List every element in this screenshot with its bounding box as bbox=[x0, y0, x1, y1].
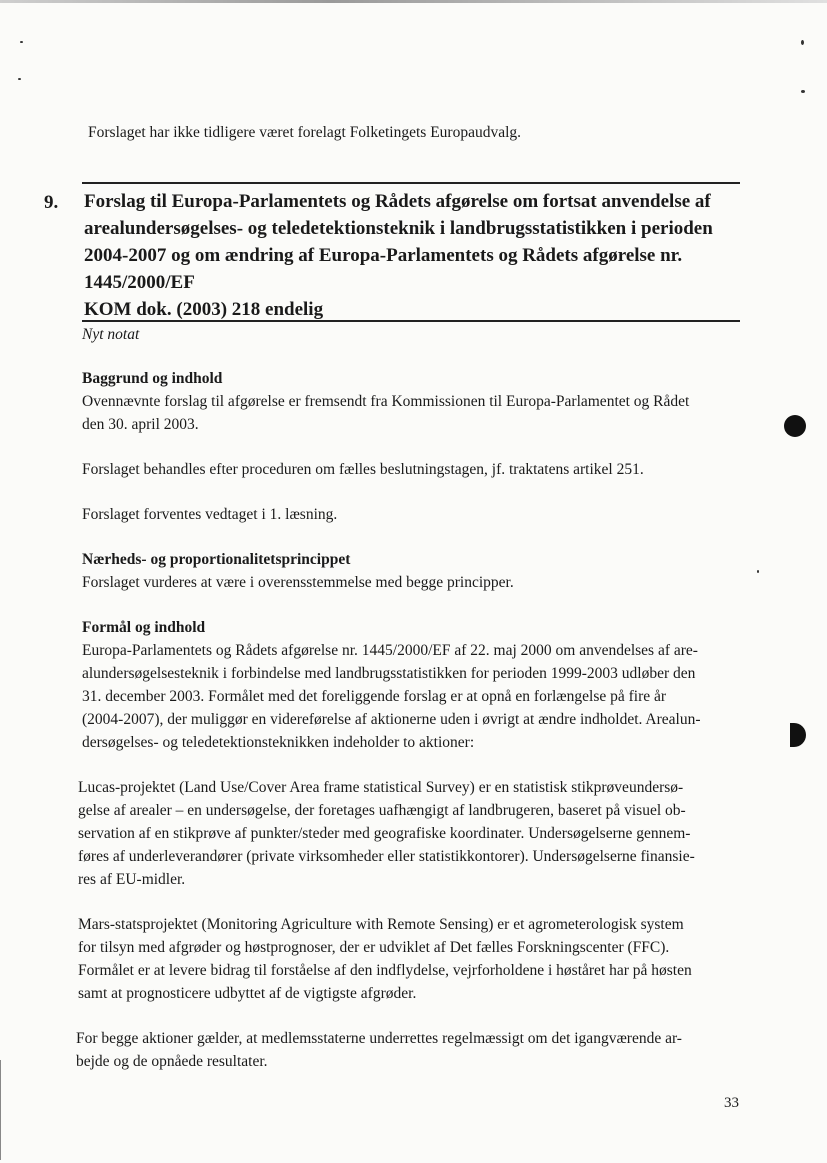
reading-text: Forslaget forventes vedtaget i 1. læsning. bbox=[82, 506, 338, 523]
procedure-text: Forslaget behandles efter proceduren om fælles beslutningstagen, jf. traktatens artikel 251. bbox=[82, 461, 644, 478]
paragraph-line: føres af underleverandører (private virksomheder eller statistikkontorer). Undersøgelserne finansie- bbox=[78, 848, 695, 865]
section-title-line: Forslag til Europa-Parlamentets og Rådets afgørelse om fortsat anvendelse af bbox=[84, 191, 711, 212]
document-reference: KOM dok. (2003) 218 endelig bbox=[84, 299, 324, 320]
heading-purpose: Formål og indhold bbox=[82, 619, 206, 636]
scan-speck bbox=[801, 90, 805, 93]
paragraph-line: Formålet er at levere bidrag til forståelse af den indflydelse, vejrforholdene i høståret har på høsten bbox=[78, 962, 692, 979]
section-title-line: 1445/2000/EF bbox=[84, 272, 195, 293]
paragraph-line: Lucas-projektet (Land Use/Cover Area frame statistical Survey) er en statistisk stikprøveundersø- bbox=[78, 779, 684, 796]
heading-background: Baggrund og indhold bbox=[82, 370, 223, 387]
paragraph-line: servation af en stikprøve af punkter/steder med geografiske koordinater. Undersøgelserne gennem- bbox=[78, 825, 691, 842]
paragraph-line: Ovennævnte forslag til afgørelse er fremsendt fra Kommissionen til Europa-Parlamentet og Rådet bbox=[82, 393, 690, 410]
paragraph-line: (2004-2007), der muliggør en videreførelse af aktionerne uden i øvrigt at ændre indholdet. Arealun- bbox=[82, 711, 701, 728]
paragraph-line: bejde og de opnåede resultater. bbox=[76, 1053, 268, 1070]
section-bottom-rule bbox=[82, 320, 740, 322]
section-title-line: arealundersøgelses- og teledetektionsteknik i landbrugsstatistikken i perioden bbox=[84, 218, 713, 239]
scan-edge bbox=[0, 0, 827, 3]
paragraph-line: alundersøgelsesteknik i forbindelse med landbrugsstatistikken for perioden 1999-2003 udløber den bbox=[82, 665, 696, 682]
paragraph-line: For begge aktioner gælder, at medlemsstaterne underrettes regelmæssigt om det igangværende ar- bbox=[76, 1030, 682, 1047]
heading-subsidiarity: Nærheds- og proportionalitetsprincippet bbox=[82, 551, 351, 568]
scan-speck bbox=[801, 40, 804, 45]
paragraph-line: gelse af arealer – en undersøgelse, der foretages uafhængigt af landbrugeren, baseret på visuel ob- bbox=[78, 802, 686, 819]
paragraph-line: 31. december 2003. Formålet med det foreliggende forslag er at opnå en forlængelse på fire år bbox=[82, 688, 667, 705]
punch-hole bbox=[784, 415, 806, 437]
punch-hole bbox=[790, 723, 806, 747]
paragraph-line: res af EU-midler. bbox=[78, 871, 186, 888]
intro-text: Forslaget har ikke tidligere været forelagt Folketingets Europaudvalg. bbox=[88, 124, 522, 141]
section-number: 9. bbox=[44, 192, 59, 213]
section-top-rule bbox=[82, 182, 740, 184]
scan-speck bbox=[757, 570, 759, 573]
scan-edge-left bbox=[0, 1060, 1, 1160]
paragraph-line: dersøgelses- og teledetektionsteknikken indeholder to aktioner: bbox=[82, 734, 475, 751]
section-title-line: 2004-2007 og om ændring af Europa-Parlamentets og Rådets afgørelse nr. bbox=[84, 245, 683, 266]
paragraph-line: for tilsyn med afgrøder og høstprognoser, der er udviklet af Det fælles Forskningscenter (FFC). bbox=[78, 939, 670, 956]
paragraph-line: den 30. april 2003. bbox=[82, 416, 199, 433]
note-type: Nyt notat bbox=[82, 326, 140, 343]
scan-speck bbox=[20, 41, 23, 43]
paragraph-line: Europa-Parlamentets og Rådets afgørelse nr. 1445/2000/EF af 22. maj 2000 om anvendelses af are- bbox=[82, 642, 698, 659]
paragraph-line: Mars-statsprojektet (Monitoring Agriculture with Remote Sensing) er et agrometerologisk system bbox=[78, 916, 684, 933]
scan-speck bbox=[18, 78, 21, 80]
page-number: 33 bbox=[724, 1095, 739, 1111]
paragraph-line: samt at prognosticere udbyttet af de vigtigste afgrøder. bbox=[78, 985, 417, 1002]
subsidiarity-text: Forslaget vurderes at være i overensstemmelse med begge principper. bbox=[82, 574, 514, 591]
